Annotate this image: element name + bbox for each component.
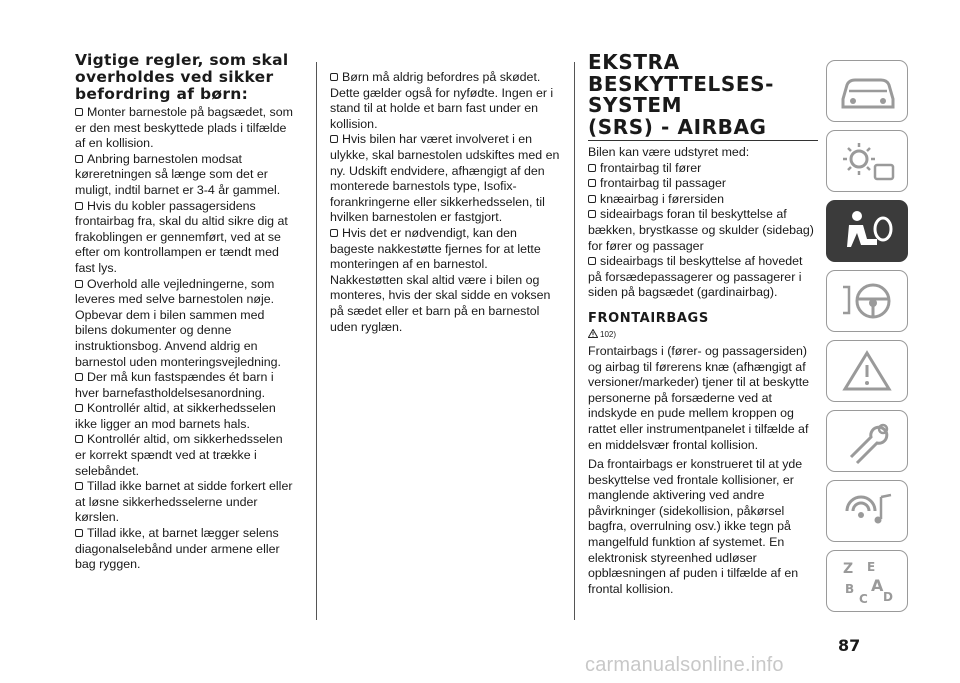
seat-airbag-icon — [837, 207, 899, 257]
tab-safety[interactable] — [826, 200, 908, 262]
section-heading — [75, 52, 297, 103]
bullet-square-icon — [75, 435, 83, 443]
bullet-item — [330, 70, 560, 132]
svg-text:E: E — [867, 560, 876, 574]
tab-driving[interactable] — [826, 270, 908, 332]
section-title — [588, 52, 818, 141]
bullet-item — [75, 479, 297, 526]
bullet-square-icon — [588, 210, 596, 218]
bullet-item — [75, 401, 297, 432]
bullet-text: Hvis det er nødvendigt, kan den bageste nakkestøtte fjernes for at lette monteringen af en barnestol. Nakkestøtten skal altid være i bilen og monteres, hvis der skal sidde en voksen på sædet eller et barn på en barnestol uden ryglæn. — [330, 225, 551, 334]
bullet-text: knæairbag i førersiden — [600, 191, 724, 206]
bullet-item — [588, 207, 818, 254]
warning-triangle-icon — [588, 329, 598, 338]
bullet-text: Der må kun fastspændes ét barn i hver barnefastholdelsesanordning. — [75, 370, 274, 400]
bullet-item — [588, 176, 818, 192]
bullet-item — [75, 105, 297, 152]
column-right — [588, 52, 818, 597]
steering-wheel-icon — [837, 277, 899, 327]
bullet-square-icon — [75, 404, 83, 412]
reference-number: 102) — [600, 329, 617, 339]
bullet-item — [75, 152, 297, 199]
column-left — [75, 52, 297, 573]
heading-line: Vigtige regler, som skal — [75, 51, 289, 69]
bullet-square-icon — [330, 229, 338, 237]
paragraph: Da frontairbags er konstrueret til at yde beskyttelse ved frontale kollisioner, er manglende aktivering ved andre påvirkninger (sidekollision, påkørsel bagfra, overrulning osv.) ikke tegn på mangelfuld funktion af systemet. En elektronisk styreenhed udløser opblæsningen af puden i tilfælde af en frontal kollision. — [588, 457, 803, 596]
tab-warning-lights[interactable] — [826, 130, 908, 192]
warning-lights-icon — [837, 137, 899, 187]
bullet-text: Tillad ikke barnet at sidde forkert eller at løsne sikkerhedsselerne under kørslen. — [75, 479, 293, 525]
bullet-item — [330, 132, 560, 226]
bullet-square-icon — [75, 482, 83, 490]
bullet-item — [75, 432, 297, 479]
bullet-square-icon — [75, 202, 83, 210]
column-middle — [330, 70, 560, 335]
column-divider — [316, 62, 317, 620]
alphabetical-index-icon — [837, 557, 899, 607]
bullet-square-icon — [330, 73, 338, 81]
bullet-text: Hvis bilen har været involveret i en ulykke, skal barnestolen udskiftes med en ny. Udskift endvidere, afhængigt af den monterede barnestols type, Isofix-forankringerne eller sikkerhedsselen, til hvilken barnestolen er fastgjort. — [330, 132, 560, 225]
paragraph: Frontairbags i (fører- og passagersiden) og airbag til førerens knæ (afhængigt af versioner/markeder) tjener til at beskytte personerne på forsæderne ved at indskyde en pude mellem kroppen og rattet eller instrumentpanelet i tilfælde af en middelsvær frontal kollision. — [588, 343, 810, 452]
bullet-square-icon — [75, 373, 83, 381]
road-warning-icon — [837, 347, 899, 397]
bullet-square-icon — [75, 108, 83, 116]
warning-reference — [588, 328, 818, 342]
heading-line: befordring af børn: — [75, 85, 249, 103]
heading-line: SYSTEM — [588, 93, 683, 117]
tab-multimedia[interactable] — [826, 480, 908, 542]
bullet-square-icon — [75, 155, 83, 163]
bullet-text: Kontrollér altid, om sikkerhedsselen er korrekt spændt ved at trække i selebåndet. — [75, 432, 283, 478]
bullet-item — [75, 199, 297, 277]
tab-index[interactable] — [826, 550, 908, 612]
heading-line: overholdes ved sikker — [75, 68, 274, 86]
bullet-square-icon — [330, 135, 338, 143]
bullet-text: sideairbags foran til beskyttelse af bækken, brystkasse og skulder (sidebag) for fører og passager — [588, 207, 814, 253]
intro-text: Bilen kan være udstyret med: — [588, 145, 750, 159]
bullet-text: Monter barnestole på bagsædet, som er den mest beskyttede plads i tilfælde af en kollision. — [75, 105, 293, 151]
heading-line: (SRS) - AIRBAG — [588, 114, 767, 139]
bullet-text: frontairbag til fører — [600, 160, 702, 175]
car-dashboard-icon — [837, 67, 899, 117]
bullet-square-icon — [75, 280, 83, 288]
bullet-square-icon — [588, 257, 596, 265]
svg-text:Z: Z — [843, 561, 854, 577]
heading-line: EKSTRA — [588, 50, 680, 74]
bullet-square-icon — [588, 195, 596, 203]
page-number: 87 — [838, 636, 861, 655]
heading-line: BESKYTTELSES- — [588, 71, 775, 96]
bullet-item — [588, 192, 818, 208]
svg-text:B: B — [845, 582, 855, 596]
bullet-item — [75, 370, 297, 401]
svg-text:A: A — [871, 576, 884, 595]
bullet-item — [330, 226, 560, 335]
bullet-text: Overhold alle vejledningerne, som leveres med selve barnestolen nøje. Opbevar dem i bilen sammen med bilens dokumenter og denne instruktionsbog. Anvend aldrig en barnestol uden monteringsvejledning. — [75, 276, 281, 369]
watermark: carmanualsonline.info — [585, 654, 784, 676]
bullet-square-icon — [588, 164, 596, 172]
bullet-item — [75, 277, 297, 371]
bullet-text: Kontrollér altid, at sikkerhedsselen ikke ligger an mod barnets hals. — [75, 401, 276, 431]
bullet-text: Hvis du kobler passagersidens frontairbag fra, skal du altid sikre dig at frakoblingen er gennemført, ved at se efter om kontrollampen er tændt med fast lys. — [75, 198, 288, 275]
bullet-square-icon — [75, 529, 83, 537]
bullet-text: Anbring barnestolen modsat køreretningen så længe som det er muligt, indtil barnet er 3-4 år gammel. — [75, 151, 281, 197]
bullet-item — [75, 526, 297, 573]
bullet-text: Tillad ikke, at barnet lægger selens diagonalselebånd under armene eller bag ryggen. — [75, 526, 280, 572]
tab-car-dashboard[interactable] — [826, 60, 908, 122]
bullet-square-icon — [588, 179, 596, 187]
tab-emergency[interactable] — [826, 340, 908, 402]
svg-text:D: D — [883, 590, 893, 604]
service-wrench-icon — [837, 417, 899, 467]
column-divider — [574, 62, 575, 620]
bullet-text: Børn må aldrig befordres på skødet. Dette gælder også for nyfødte. Ingen er i stand til at holde et barn fast under en kollision. — [330, 70, 554, 131]
bullet-item — [588, 254, 818, 301]
subheading: FRONTAIRBAGS — [588, 310, 709, 326]
bullet-text: sideairbags til beskyttelse af hovedet på forsædepassagerer og passagerer i siden på bagsædet (gardinairbag). — [588, 254, 803, 300]
bullet-item — [588, 161, 818, 177]
svg-text:C: C — [859, 592, 868, 606]
multimedia-icon — [837, 487, 899, 537]
bullet-text: frontairbag til passager — [600, 176, 727, 191]
tab-maintenance[interactable] — [826, 410, 908, 472]
